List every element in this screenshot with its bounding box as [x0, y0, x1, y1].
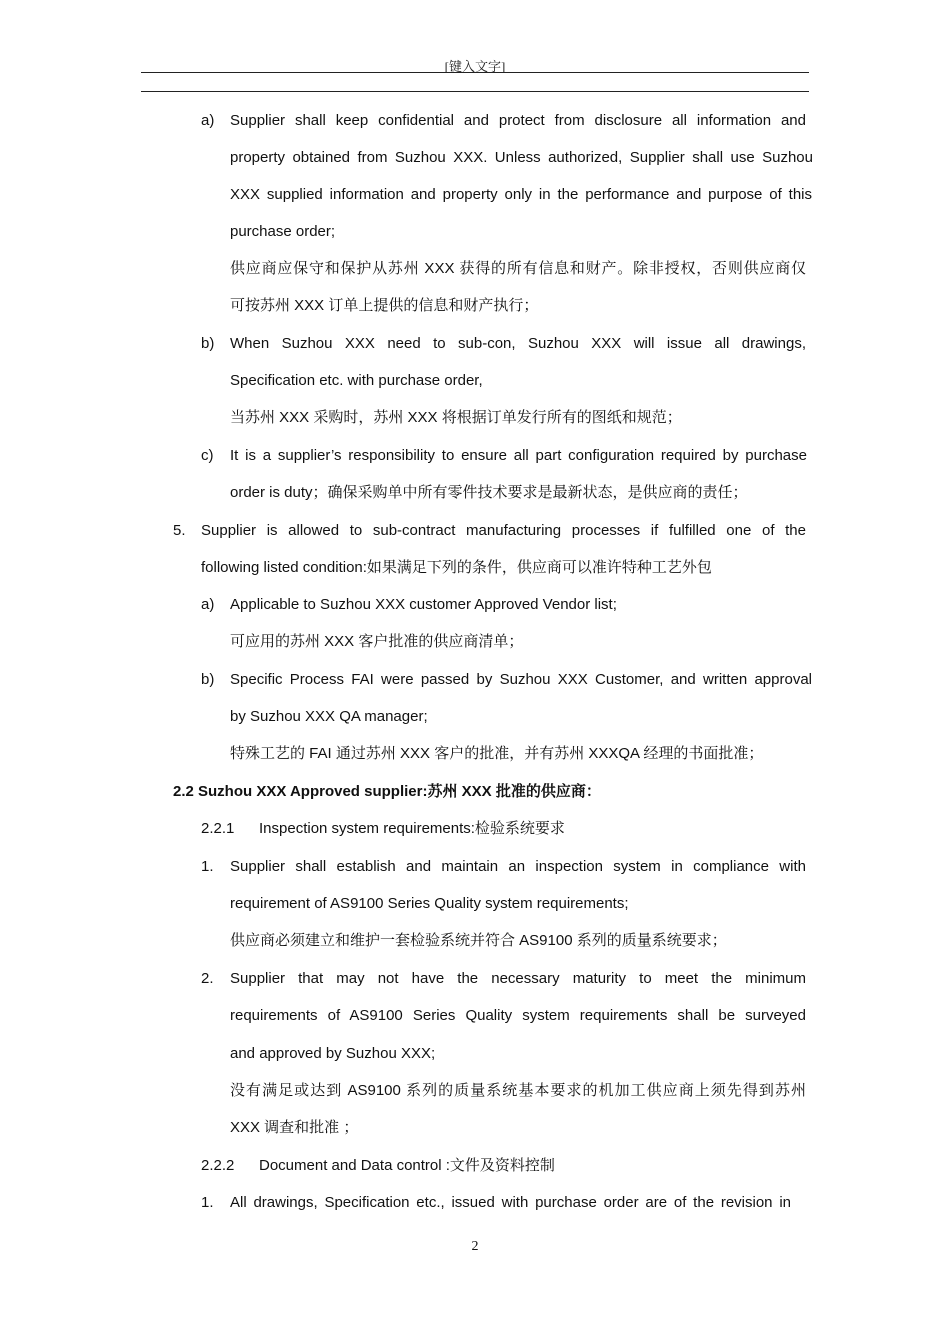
paragraph-line: 当苏州 XXX 采购时，苏州 XXX 将根据订单发行所有的图纸和规范； — [230, 409, 682, 426]
paragraph-line: 可应用的苏州 XXX 客户批准的供应商清单； — [230, 633, 524, 650]
page-header: [键入文字] — [444, 59, 506, 74]
list-marker: a) — [201, 112, 215, 129]
paragraph-line: Supplier that may not have the necessary maturity to meet the minimum — [230, 970, 806, 987]
paragraph-line: purchase order; — [230, 223, 336, 240]
paragraph-line: Applicable to Suzhou XXX customer Approved Vendor list; — [230, 596, 617, 613]
paragraph-line: XXX supplied information and property only in the performance and purpose of this — [230, 186, 812, 203]
paragraph-line: Supplier shall establish and maintain an inspection system in compliance with — [230, 858, 806, 875]
paragraph-line: order is duty；确保采购单中所有零件技术要求是最新状态，是供应商的责任； — [230, 484, 748, 501]
paragraph-line: When Suzhou XXX need to sub-con, Suzhou XXX will issue all drawings, — [230, 335, 806, 352]
paragraph-line: 供应商必须建立和维护一套检验系统并符合 AS9100 系列的质量系统要求； — [230, 932, 727, 949]
paragraph-line: 可按苏州 XXX 订单上提供的信息和财产执行； — [230, 297, 539, 314]
page-number: 2 — [471, 1239, 479, 1254]
list-marker: b) — [201, 335, 215, 352]
subsection-title: Document and Data control :文件及资料控制 — [259, 1157, 555, 1174]
paragraph-line: 供应商应保守和保护从苏州 XXX 获得的所有信息和财产。除非授权，否则供应商仅 — [230, 260, 806, 277]
list-marker: c) — [201, 447, 214, 464]
subsection-number: 2.2.2 — [201, 1157, 235, 1174]
paragraph-line: following listed condition:如果满足下列的条件，供应商可以准许特种工艺外包 — [201, 559, 712, 576]
paragraph-line: 没有满足或达到 AS9100 系列的质量系统基本要求的机加工供应商上须先得到苏州 — [230, 1082, 806, 1099]
section-heading: 2.2 Suzhou XXX Approved supplier:苏州 XXX 批准的供应商： — [173, 783, 601, 800]
list-marker: a) — [201, 596, 215, 613]
list-marker: 1. — [201, 858, 214, 875]
paragraph-line: and approved by Suzhou XXX; — [230, 1045, 436, 1062]
subsection-number: 2.2.1 — [201, 820, 235, 837]
list-marker: 2. — [201, 970, 214, 987]
subsection-title: Inspection system requirements:检验系统要求 — [259, 820, 565, 837]
header-rule-bottom — [141, 91, 809, 92]
paragraph-line: Supplier is allowed to sub-contract manufacturing processes if fulfilled one of the — [201, 522, 806, 539]
list-marker: 5. — [173, 522, 186, 539]
list-marker: 1. — [201, 1194, 214, 1211]
paragraph-line: Specific Process FAI were passed by Suzhou XXX Customer, and written approval — [230, 671, 812, 688]
paragraph-line: All drawings, Specification etc., issued with purchase order are of the revision in — [230, 1194, 791, 1211]
paragraph-line: property obtained from Suzhou XXX. Unless authorized, Supplier shall use Suzhou — [230, 149, 813, 166]
paragraph-line: XXX 调查和批准 ； — [230, 1119, 359, 1136]
paragraph-line: requirement of AS9100 Series Quality system requirements; — [230, 895, 629, 912]
header-rule-top — [141, 72, 809, 73]
paragraph-line: Specification etc. with purchase order, — [230, 372, 483, 389]
paragraph-line: Supplier shall keep confidential and protect from disclosure all information and — [230, 112, 806, 129]
paragraph-line: by Suzhou XXX QA manager; — [230, 708, 428, 725]
paragraph-line: It is a supplier’s responsibility to ensure all part configuration required by purchase — [230, 447, 807, 464]
paragraph-line: 特殊工艺的 FAI 通过苏州 XXX 客户的批准，并有苏州 XXXQA 经理的书面批准； — [230, 745, 764, 762]
paragraph-line: requirements of AS9100 Series Quality system requirements shall be surveyed — [230, 1007, 806, 1024]
list-marker: b) — [201, 671, 215, 688]
